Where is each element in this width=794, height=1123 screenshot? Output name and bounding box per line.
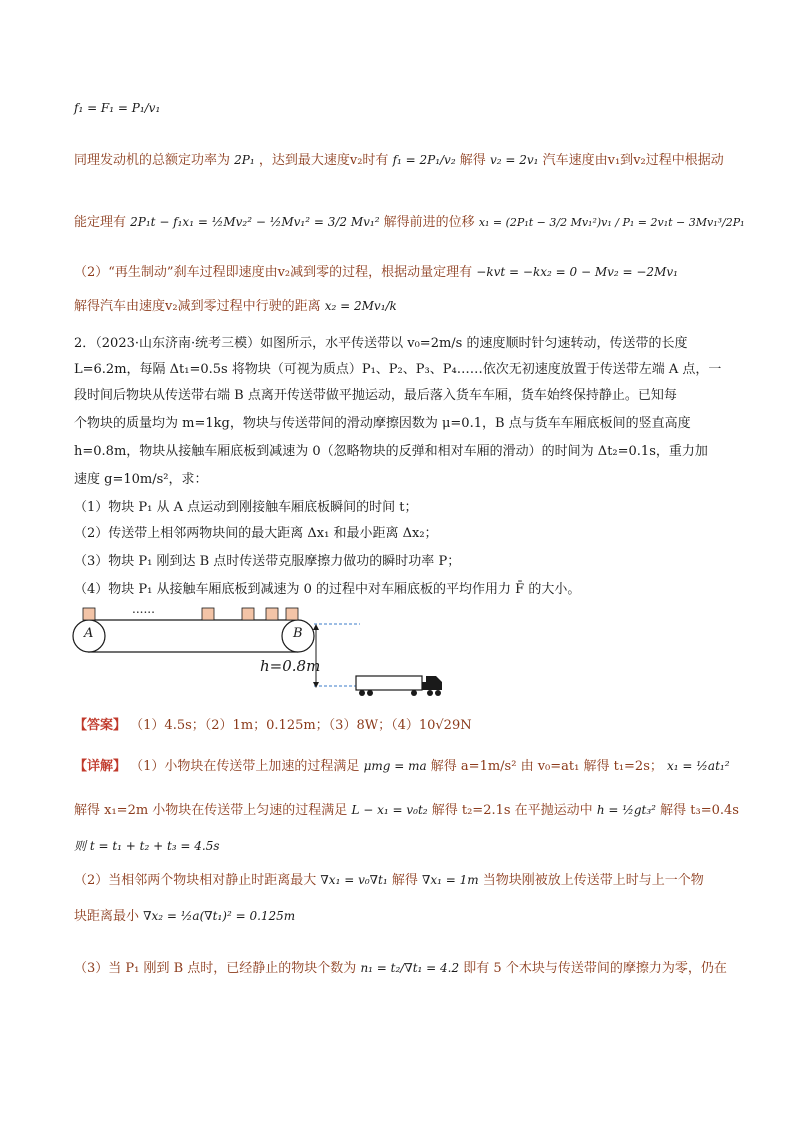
formula-segment: 则 t = t₁ + t₂ + t₃ = 4.5s	[74, 839, 220, 853]
formula-line-1	[74, 98, 734, 119]
sub-question-1: （1）物块 P₁ 从 A 点运动到刚接触车厢底板瞬间的时间 t；	[74, 500, 418, 515]
text-segment: 解得	[391, 873, 418, 888]
text-segment: 同理发动机的总额定功率为	[74, 153, 231, 168]
formula-segment: x₁ = (2P₁t − 3/2 Mv₁²)v₁ / P₁ = 2v₁t − 3Mv₁³/2P₁	[478, 216, 745, 229]
question-line-5: h=0.8m，物块从接触车厢底板到减速为 0（忽略物块的反弹和相对车厢的滑动）的时间为 Δt₂=0.1s，重力加	[74, 444, 708, 459]
text-segment: v₂	[349, 153, 363, 168]
text-segment: v₂	[633, 153, 646, 168]
detail-line-2	[74, 800, 739, 821]
text-segment: 解得	[459, 153, 486, 168]
text-segment: v₂	[165, 299, 178, 314]
detail-line-4	[74, 870, 734, 891]
formula-segment: ∇x₂ = ½a(∇t₁)² = 0.125m	[143, 909, 296, 923]
answer-text: （1）4.5s；（2）1m；0.125m；（3）8W；（4）10√29N	[130, 718, 472, 733]
text-segment: 解得 a=1m/s² 由 v₀=at₁ 解得 t₁=2s；	[430, 759, 663, 774]
detail-line-6	[74, 958, 734, 979]
question-line-2: L=6.2m，每隔 Δt₁=0.5s 将物块（可视为质点）P₁、P₂、P₃、P₄……依次无初速度放置于传送带左端 A 点，一	[74, 362, 722, 377]
sub-question-3: （3）物块 P₁ 刚到达 B 点时传送带克服摩擦力做功的瞬时功率 P；	[74, 554, 461, 569]
text-segment: v₁	[607, 153, 621, 168]
height-label: h=0.8m	[260, 657, 321, 675]
block-p	[202, 608, 214, 620]
text-segment: 解得 t₂=2.1s 在平抛运动中	[431, 803, 593, 818]
truck-wheel	[367, 690, 373, 696]
formula-segment: h = ½gt₃²	[596, 803, 656, 817]
block-p	[286, 608, 298, 620]
formula-segment: −kvt = −kx₂ = 0 − Mv₂ = −2Mv₁	[476, 265, 678, 279]
sub-question-4: （4）物块 P₁ 从接触车厢底板到减速为 0 的过程中对车厢底板的平均作用力 F̄ 的大小。	[74, 582, 581, 597]
text-segment: （3）当 P₁ 刚到 B 点时，已经静止的物块个数为	[74, 961, 357, 976]
detail-label: 【详解】	[74, 759, 127, 774]
formula-segment: f₁ = 2P₁/v₂	[392, 153, 456, 167]
text-segment: 减到零过程中行驶的距离	[177, 299, 321, 314]
dots-label: ......	[132, 602, 155, 616]
text-segment: （2）当相邻两个物块相对静止时距离最大	[74, 873, 317, 888]
detail-line-3	[74, 836, 734, 857]
text-segment: 块距离最小	[74, 909, 140, 924]
question-line-1: 2．（2023·山东济南·统考三模）如图所示，水平传送带以 v₀=2m/s 的速度顺时针匀速转动，传送带的长度	[74, 336, 688, 351]
question-line-6: 速度 g=10m/s²，求：	[74, 472, 208, 487]
text-segment: 解得 x₁=2m 小物块在传送带上匀速的过程满足	[74, 803, 348, 818]
text-line-2	[74, 150, 734, 171]
text-segment: 能定理有	[74, 215, 127, 230]
text-line-5	[74, 296, 734, 317]
truck-wheel	[427, 690, 433, 696]
text-segment: ，达到最大速度	[258, 153, 350, 168]
text-segment: 当物块刚被放上传送带上时与上一个物	[482, 873, 704, 888]
truck-wheel	[359, 690, 365, 696]
text-segment: 时有	[362, 153, 389, 168]
question-line-3: 段时间后物块从传送带右端 B 点离开传送带做平抛运动，最后落入货车车厢，货车始终保持静止。已知每	[74, 388, 677, 403]
text-segment: v₂	[277, 265, 291, 280]
formula-segment: v₂ = 2v₁	[489, 153, 539, 167]
text-segment: 到	[620, 153, 634, 168]
formula-segment: n₁ = t₂/∇t₁ = 4.2	[360, 961, 460, 975]
truck-cab	[426, 676, 442, 690]
text-segment: 过程中根据动	[645, 153, 724, 168]
truck-wheel	[411, 690, 417, 696]
text-segment: 解得 t₃=0.4s	[660, 803, 739, 818]
text-segment: 减到零的过程，根据动量定理有	[290, 265, 473, 280]
block-p	[83, 608, 95, 620]
text-segment: 即有 5 个木块与传送带间的摩擦力为零，仍在	[463, 961, 727, 976]
text-segment: （2）“再生制动”刹车过程即速度由	[74, 265, 278, 280]
conveyor-svg	[70, 600, 460, 710]
arrow-head-top	[313, 624, 319, 630]
label-a: A	[84, 626, 94, 641]
text-segment: （1）小物块在传送带上加速的过程满足	[130, 759, 360, 774]
formula-segment: ∇x₁ = v₀∇t₁	[320, 873, 388, 887]
sub-question-2: （2）传送带上相邻两物块间的最大距离 Δx₁ 和最小距离 Δx₂；	[74, 526, 438, 541]
formula-segment: μmg = ma	[363, 759, 427, 773]
label-b: B	[293, 626, 303, 641]
truck-wheel	[435, 690, 441, 696]
formula-segment: x₁ = ½at₁²	[667, 759, 730, 773]
detail-line-1	[74, 756, 734, 777]
formula-segment: L − x₁ = v₀t₂	[351, 803, 428, 817]
text-segment: 解得汽车由速度	[74, 299, 166, 314]
text-line-4	[74, 262, 734, 283]
text-segment: 汽车速度由	[542, 153, 608, 168]
arrow-head-bottom	[313, 682, 319, 688]
formula-f1: f₁ = F₁ = P₁/v₁	[74, 101, 161, 115]
answer-line	[74, 716, 734, 736]
text-line-3	[74, 212, 745, 233]
formula-segment: x₂ = 2Mv₁/k	[324, 299, 397, 313]
formula-segment: ∇x₁ = 1m	[421, 873, 479, 887]
formula-segment: 2P₁t − f₁x₁ = ½Mv₂² − ½Mv₁² = 3/2 Mv₁²	[130, 215, 380, 229]
block-p	[266, 608, 278, 620]
block-p	[242, 608, 254, 620]
detail-line-5	[74, 906, 734, 927]
conveyor-diagram	[70, 600, 460, 710]
formula-segment: 2P₁	[234, 153, 255, 167]
text-segment: 解得前进的位移	[383, 215, 475, 230]
truck-trailer	[356, 676, 422, 690]
answer-label: 【答案】	[74, 718, 127, 733]
question-line-4: 个物块的质量均为 m=1kg，物块与传送带间的滑动摩擦因数为 μ=0.1，B 点与货车车厢底板间的竖直高度	[74, 416, 691, 431]
